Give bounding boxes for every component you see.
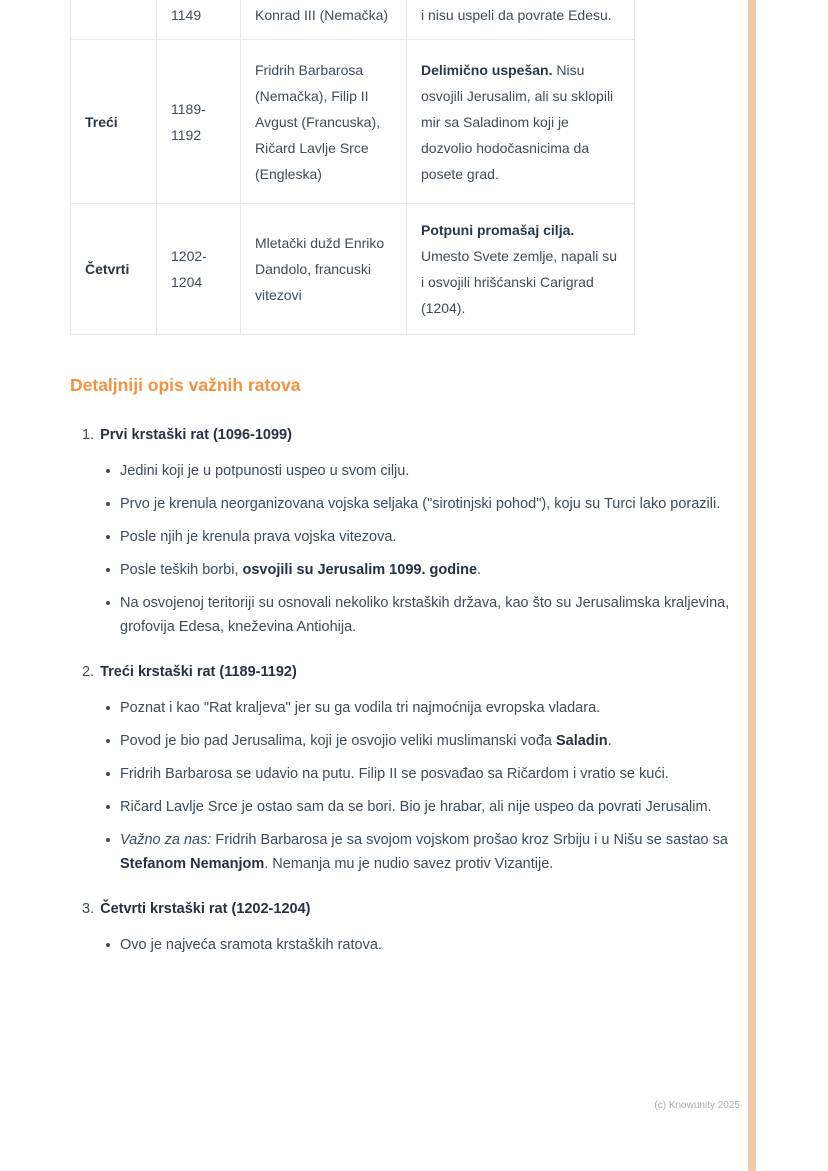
numbered-list (70, 424, 758, 957)
list-item (106, 828, 758, 876)
list-item (106, 459, 758, 483)
bullet-icon (106, 943, 110, 947)
cell-crusade-name: Treći (71, 40, 157, 204)
list-item (106, 729, 758, 753)
cell-leaders: Mletački dužd Enriko Dandolo, francuski vitezovi (241, 204, 407, 335)
list-number: 1. (82, 427, 95, 443)
bullet-list (106, 459, 758, 639)
table-row (71, 204, 635, 335)
bullet-icon (106, 739, 110, 743)
cell-outcome: i nisu uspeli da povrate Edesu. (407, 0, 635, 40)
list-item (106, 762, 758, 786)
bullet-icon (106, 805, 110, 809)
bullet-icon (106, 706, 110, 710)
list-item-text: Poznat i kao "Rat kraljeva" jer su ga vodila tri najmoćnija evropska vladara. (120, 700, 601, 716)
list-item (106, 492, 758, 516)
bullet-list (106, 696, 758, 876)
crusades-table (70, 0, 635, 335)
list-item (106, 591, 758, 639)
cell-crusade-name (71, 0, 157, 40)
cell-years: 1189-1192 (157, 40, 241, 204)
list-item (106, 933, 758, 957)
list-item (106, 696, 758, 720)
list-number: 2. (82, 664, 95, 680)
bullet-icon (106, 535, 110, 539)
copyright-footer: (c) Knowunity 2025 (654, 1100, 740, 1111)
list-item-text: Povod je bio pad Jerusalima, koji je osvojio veliki muslimanski vođa Saladin. (120, 733, 612, 749)
bullet-icon (106, 772, 110, 776)
table-row (71, 0, 635, 40)
list-item-text: Posle teških borbi, osvojili su Jerusalim 1099. godine. (120, 562, 482, 578)
list-section-2 (70, 661, 758, 876)
bullet-icon (106, 568, 110, 572)
list-section-1 (70, 424, 758, 639)
cell-years: 1202-1204 (157, 204, 241, 335)
list-item-text: Jedini koji je u potpunosti uspeo u svom cilju. (120, 463, 410, 479)
list-section-title (82, 661, 758, 683)
bullet-icon (106, 838, 110, 842)
list-number: 3. (82, 901, 95, 917)
list-title: Četvrti krstaški rat (1202-1204) (100, 901, 311, 917)
page-edge-stripe (748, 0, 756, 1171)
cell-years: 1149 (157, 0, 241, 40)
list-title: Prvi krstaški rat (1096-1099) (100, 427, 292, 443)
list-item-text: Važno za nas: Fridrih Barbarosa je sa svojom vojskom prošao kroz Srbiju i u Nišu se sastao sa Stefanom Nemanjom. Nemanja mu je nudio savez protiv Vizantije. (120, 832, 728, 872)
table-row (71, 40, 635, 204)
list-item-text: Ričard Lavlje Srce je ostao sam da se bori. Bio je hrabar, ali nije uspeo da povrati Jerusalim. (120, 799, 712, 815)
bullet-list (106, 933, 758, 957)
cell-outcome: Delimično uspešan. Nisu osvojili Jerusalim, ali su sklopili mir sa Saladinom koji je dozvolio hodočasnicima da posete grad. (407, 40, 635, 204)
list-item (106, 525, 758, 549)
list-section-3 (70, 898, 758, 957)
bullet-icon (106, 469, 110, 473)
list-title: Treći krstaški rat (1189-1192) (100, 664, 297, 680)
list-item-text: Prvo je krenula neorganizovana vojska seljaka ("sirotinjski pohod"), koju su Turci lako porazili. (120, 496, 721, 512)
cell-leaders: Konrad III (Nemačka) (241, 0, 407, 40)
list-section-title (82, 424, 758, 446)
list-section-title (82, 898, 758, 920)
list-item-text: Posle njih je krenula prava vojska vitezova. (120, 529, 397, 545)
section-heading: Detaljniji opis važnih ratova (70, 375, 301, 395)
list-item-text: Ovo je najveća sramota krstaških ratova. (120, 937, 382, 953)
list-item (106, 558, 758, 582)
list-item-text: Na osvojenoj teritoriji su osnovali nekoliko krstaških država, kao što su Jerusalimska kraljevina, grofovija Edesa, kneževina Antiohija. (120, 595, 730, 635)
list-item (106, 795, 758, 819)
cell-crusade-name: Četvrti (71, 204, 157, 335)
cell-leaders: Fridrih Barbarosa (Nemačka), Filip II Avgust (Francuska), Ričard Lavlje Srce (Engleska) (241, 40, 407, 204)
bullet-icon (106, 502, 110, 506)
cell-outcome: Potpuni promašaj cilja. Umesto Svete zemlje, napali su i osvojili hrišćanski Carigrad (1204). (407, 204, 635, 335)
list-item-text: Fridrih Barbarosa se udavio na putu. Filip II se posvađao sa Ričardom i vratio se kući. (120, 766, 669, 782)
bullet-icon (106, 601, 110, 605)
